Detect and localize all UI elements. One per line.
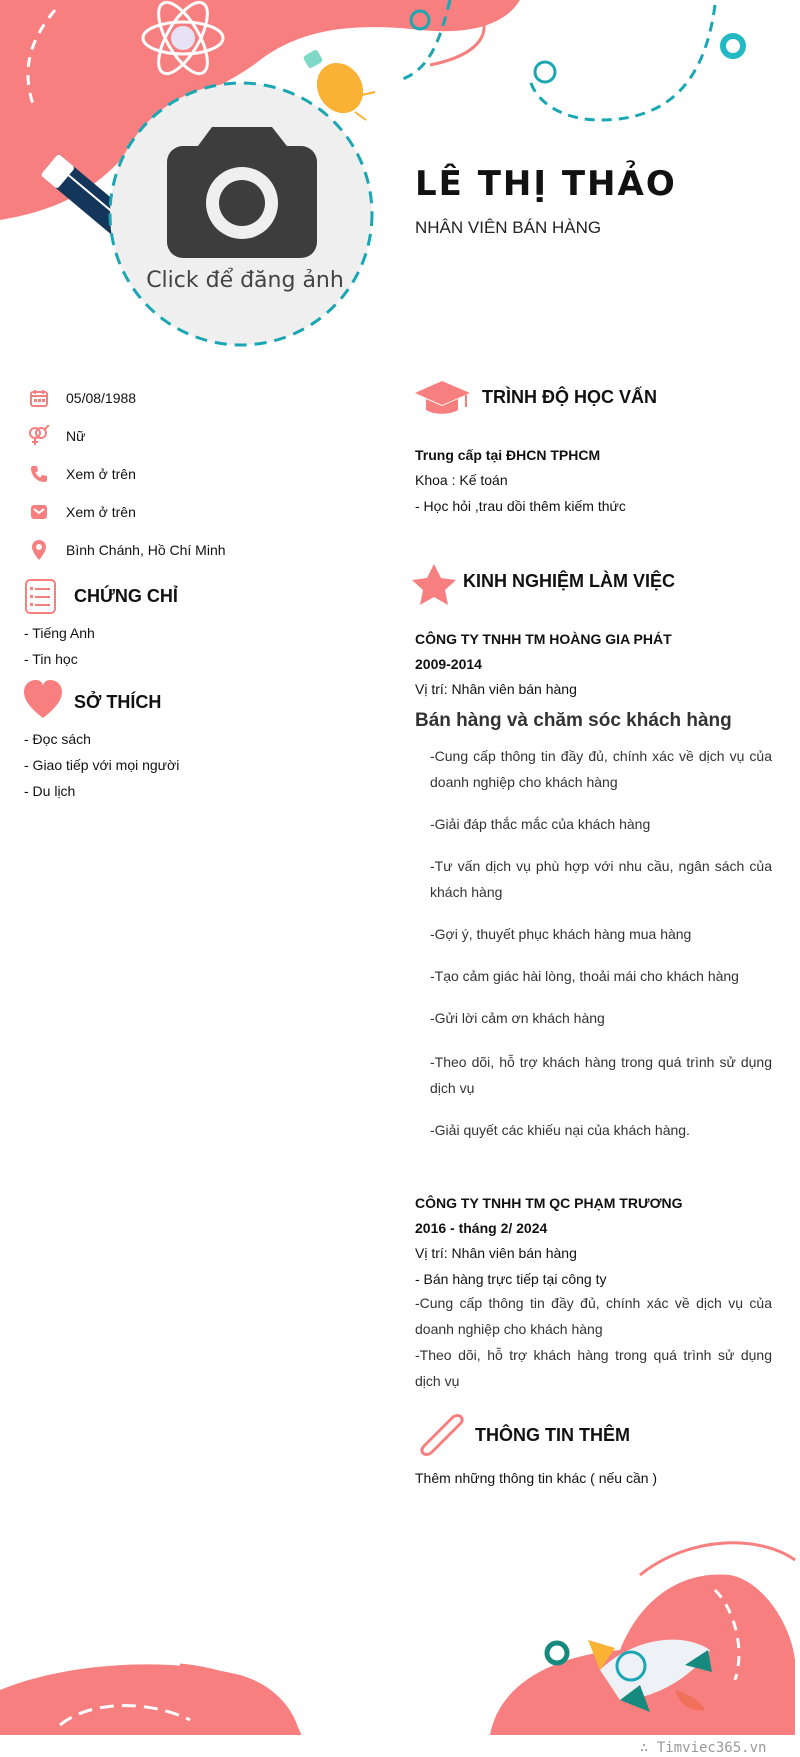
certificate-item: - Tiếng Anh: [24, 625, 95, 641]
paperclip-icon: [422, 1416, 462, 1455]
hobbies-title: SỞ THÍCH: [74, 692, 162, 712]
additional-title: THÔNG TIN THÊM: [475, 1425, 630, 1445]
job-duty: -Theo dõi, hỗ trợ khách hàng trong quá trình sử dụng dịch vụ: [415, 1347, 772, 1389]
graduation-cap-icon: [415, 381, 470, 414]
email-value: Xem ở trên: [66, 504, 136, 520]
hobby-item: - Giao tiếp với mọi người: [24, 757, 180, 773]
contact-email: [26, 500, 136, 524]
job-title: NHÂN VIÊN BÁN HÀNG: [415, 218, 602, 237]
job-position: Vị trí: Nhân viên bán hàng: [415, 1245, 577, 1261]
job-company: CÔNG TY TNHH TM HOÀNG GIA PHÁT: [415, 631, 672, 647]
contact-location: [26, 538, 226, 562]
location-value: Bình Chánh, Hồ Chí Minh: [66, 542, 226, 558]
education-title: TRÌNH ĐỘ HỌC VẤN: [482, 387, 657, 407]
phone-icon: [26, 463, 52, 485]
job-duty: -Cung cấp thông tin đầy đủ, chính xác về dịch vụ của doanh nghiệp cho khách hàng: [430, 748, 772, 790]
star-icon: [412, 564, 456, 605]
job-heading: Bán hàng và chăm sóc khách hàng: [415, 710, 732, 731]
watermark: ∴ Timviec365.vn: [640, 1740, 767, 1756]
job-duty: -Theo dõi, hỗ trợ khách hàng trong quá trình sử dụng dịch vụ: [430, 1054, 772, 1096]
hobby-item: - Du lịch: [24, 783, 76, 799]
job-duty: - Bán hàng trực tiếp tại công ty: [415, 1271, 607, 1287]
phone-value: Xem ở trên: [66, 466, 136, 482]
contact-birthday: [26, 386, 136, 410]
certificate-item: - Tin học: [24, 651, 78, 667]
job-position: Vị trí: Nhân viên bán hàng: [415, 681, 577, 697]
gender-icon: [26, 425, 52, 447]
experience-title: KINH NGHIỆM LÀM VIỆC: [463, 571, 676, 591]
job-duty: -Tư vấn dịch vụ phù hợp với nhu cầu, ngân sách của khách hàng: [430, 858, 772, 900]
education-note: - Học hỏi ,trau dồi thêm kiếm thức: [415, 498, 626, 514]
heart-icon: [24, 680, 62, 718]
location-icon: [26, 539, 52, 561]
job-company: CÔNG TY TNHH TM QC PHẠM TRƯƠNG: [415, 1195, 683, 1211]
certificates-title: CHỨNG CHỈ: [74, 586, 178, 606]
additional-text: Thêm những thông tin khác ( nếu cần ): [415, 1470, 658, 1486]
job-period: 2009-2014: [415, 656, 482, 672]
job-duty: -Cung cấp thông tin đầy đủ, chính xác về dịch vụ của doanh nghiệp cho khách hàng: [415, 1295, 772, 1337]
hobby-item: - Đọc sách: [24, 731, 91, 747]
birthday-value: 05/08/1988: [66, 390, 137, 406]
photo-upload-hint[interactable]: Click để đăng ảnh: [146, 268, 344, 293]
education-major: Khoa : Kế toán: [415, 472, 508, 488]
education-school: Trung cấp tại ĐHCN TPHCM: [415, 447, 601, 463]
candidate-name: LÊ THỊ THẢO: [415, 164, 677, 204]
email-icon: [26, 501, 52, 523]
contact-phone: [26, 462, 136, 486]
job-duty: -Giải quyết các khiếu nại của khách hàng.: [430, 1122, 690, 1138]
gender-value: Nữ: [66, 428, 86, 444]
checklist-icon: [26, 580, 55, 613]
job-duty: -Gửi lời cảm ơn khách hàng: [430, 1010, 605, 1026]
camera-icon: [167, 127, 317, 258]
job-duty: -Gợi ý, thuyết phục khách hàng mua hàng: [430, 926, 692, 942]
contact-gender: [26, 424, 85, 448]
job-duty: -Giải đáp thắc mắc của khách hàng: [430, 816, 651, 832]
calendar-icon: [26, 387, 52, 409]
job-period: 2016 - tháng 2/ 2024: [415, 1220, 548, 1236]
job-duty: -Tạo cảm giác hài lòng, thoải mái cho khách hàng: [430, 968, 739, 984]
